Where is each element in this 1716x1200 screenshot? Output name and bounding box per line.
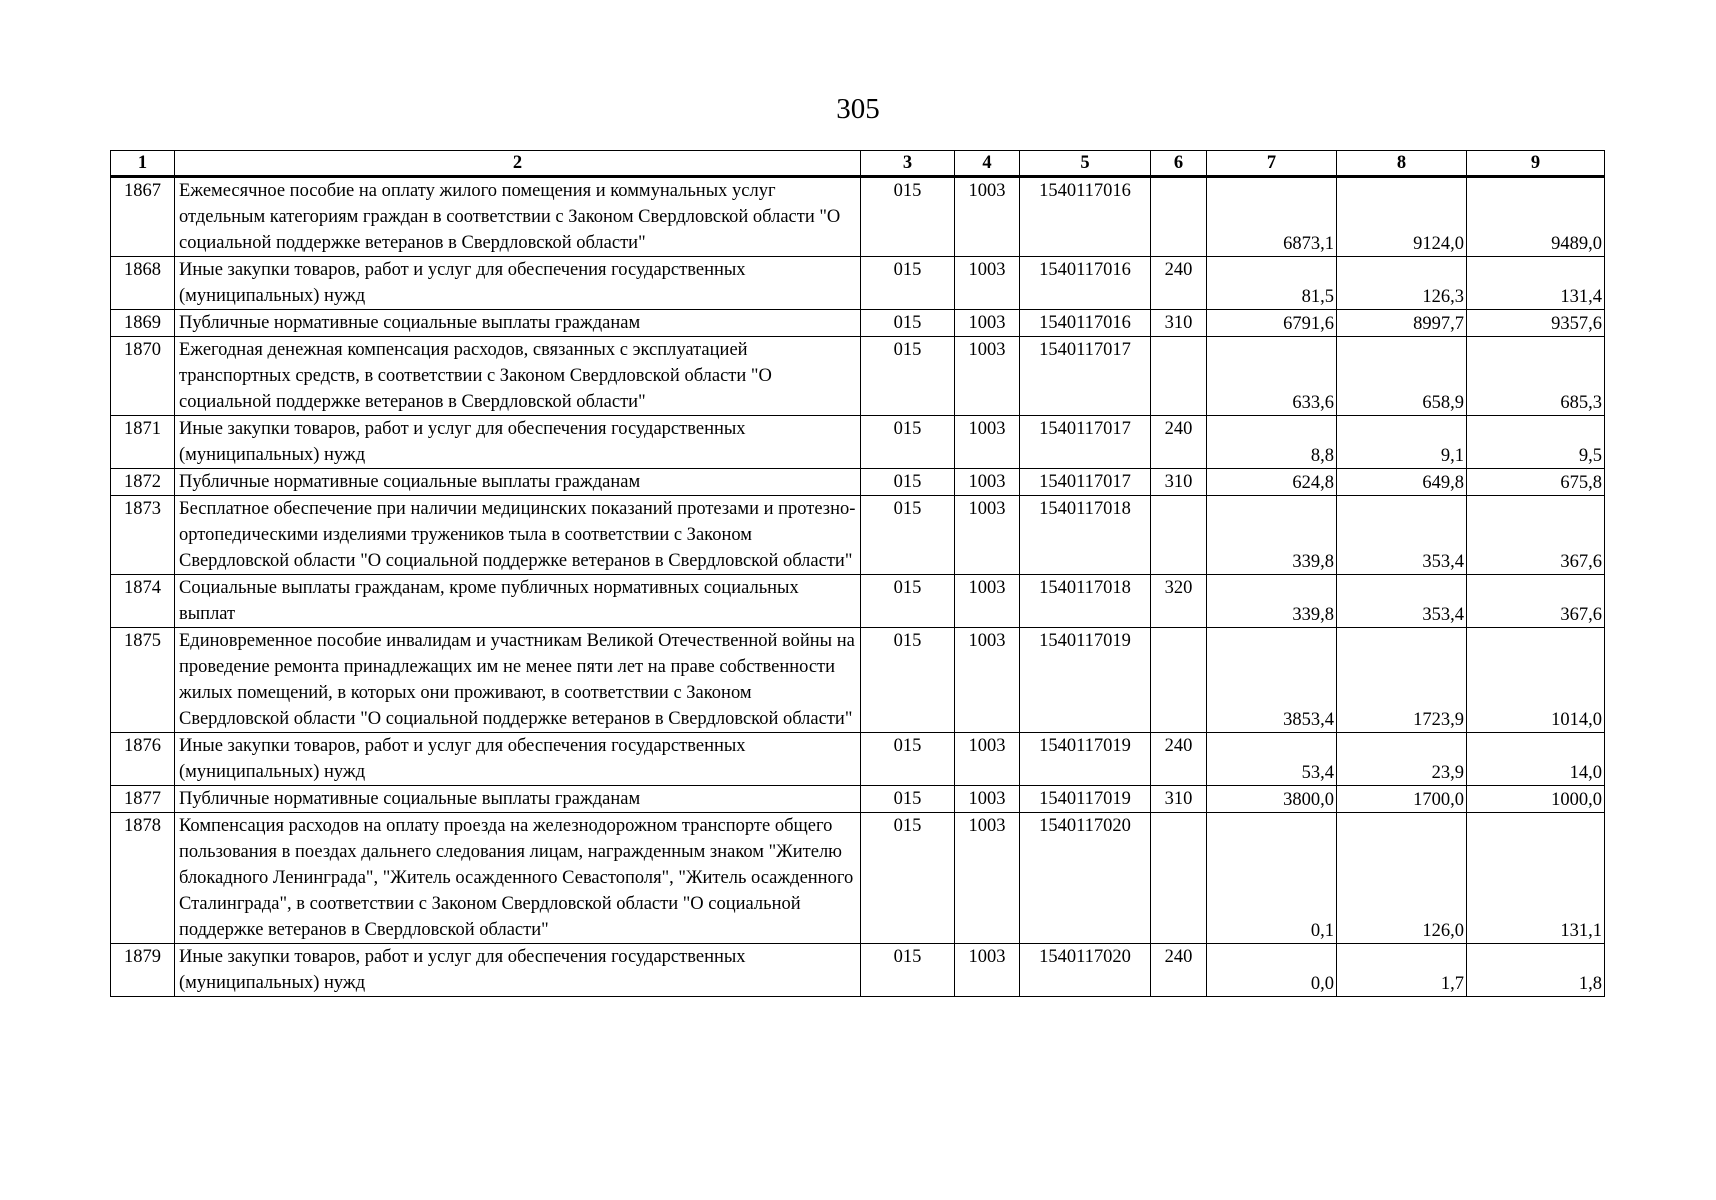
- row-amount-2: 1,7: [1337, 944, 1467, 997]
- table-row: [111, 628, 1605, 733]
- row-ved-code: 015: [861, 310, 955, 337]
- table-row: [111, 786, 1605, 813]
- row-amount-1: 3800,0: [1207, 786, 1337, 813]
- header-cell-6: 6: [1151, 151, 1207, 177]
- row-name: Публичные нормативные социальные выплаты гражданам: [175, 786, 861, 813]
- row-ved-code: 015: [861, 257, 955, 310]
- table-row: [111, 733, 1605, 786]
- row-section-code: 1003: [955, 944, 1020, 997]
- row-name: Единовременное пособие инвалидам и участникам Великой Отечественной войны на проведение ремонта принадлежащих им не менее пяти лет на праве собственности жилых помещений, в которых они проживают, в соответствии с Законом Свердловской области "О социальной поддержке ветеранов в Свердловской области": [175, 628, 861, 733]
- row-amount-3: 14,0: [1467, 733, 1605, 786]
- header-cell-5: 5: [1020, 151, 1151, 177]
- row-amount-3: 1014,0: [1467, 628, 1605, 733]
- row-number: 1874: [111, 575, 175, 628]
- row-amount-1: 6873,1: [1207, 177, 1337, 257]
- row-target-code: 1540117016: [1020, 177, 1151, 257]
- row-amount-2: 1723,9: [1337, 628, 1467, 733]
- row-expense-type: 310: [1151, 469, 1207, 496]
- row-ved-code: 015: [861, 469, 955, 496]
- row-ved-code: 015: [861, 177, 955, 257]
- row-expense-type: 240: [1151, 257, 1207, 310]
- row-section-code: 1003: [955, 416, 1020, 469]
- row-amount-2: 126,3: [1337, 257, 1467, 310]
- row-target-code: 1540117020: [1020, 813, 1151, 944]
- table-row: [111, 813, 1605, 944]
- row-ved-code: 015: [861, 575, 955, 628]
- budget-table: [110, 150, 1605, 997]
- row-number: 1867: [111, 177, 175, 257]
- table-row: [111, 257, 1605, 310]
- row-amount-3: 685,3: [1467, 337, 1605, 416]
- header-cell-7: 7: [1207, 151, 1337, 177]
- table-body: [111, 177, 1605, 997]
- row-target-code: 1540117017: [1020, 337, 1151, 416]
- row-ved-code: 015: [861, 337, 955, 416]
- table-row: [111, 310, 1605, 337]
- row-ved-code: 015: [861, 416, 955, 469]
- table-row: [111, 496, 1605, 575]
- row-target-code: 1540117018: [1020, 575, 1151, 628]
- row-target-code: 1540117018: [1020, 496, 1151, 575]
- row-name: Иные закупки товаров, работ и услуг для обеспечения государственных (муниципальных) нужд: [175, 944, 861, 997]
- row-name: Публичные нормативные социальные выплаты гражданам: [175, 310, 861, 337]
- row-target-code: 1540117017: [1020, 469, 1151, 496]
- row-number: 1879: [111, 944, 175, 997]
- row-amount-3: 1000,0: [1467, 786, 1605, 813]
- row-amount-1: 0,1: [1207, 813, 1337, 944]
- row-target-code: 1540117019: [1020, 733, 1151, 786]
- row-ved-code: 015: [861, 944, 955, 997]
- row-amount-1: 3853,4: [1207, 628, 1337, 733]
- row-target-code: 1540117016: [1020, 310, 1151, 337]
- row-section-code: 1003: [955, 575, 1020, 628]
- row-amount-3: 9,5: [1467, 416, 1605, 469]
- row-amount-3: 1,8: [1467, 944, 1605, 997]
- row-name: Иные закупки товаров, работ и услуг для обеспечения государственных (муниципальных) нужд: [175, 416, 861, 469]
- row-name: Иные закупки товаров, работ и услуг для обеспечения государственных (муниципальных) нужд: [175, 733, 861, 786]
- row-name: Иные закупки товаров, работ и услуг для обеспечения государственных (муниципальных) нужд: [175, 257, 861, 310]
- row-number: 1868: [111, 257, 175, 310]
- row-expense-type: [1151, 813, 1207, 944]
- row-section-code: 1003: [955, 337, 1020, 416]
- row-amount-1: 6791,6: [1207, 310, 1337, 337]
- row-expense-type: 240: [1151, 416, 1207, 469]
- table-row: [111, 469, 1605, 496]
- row-amount-1: 339,8: [1207, 496, 1337, 575]
- row-target-code: 1540117016: [1020, 257, 1151, 310]
- row-section-code: 1003: [955, 813, 1020, 944]
- table-row: [111, 416, 1605, 469]
- row-amount-3: 367,6: [1467, 496, 1605, 575]
- header-cell-1: 1: [111, 151, 175, 177]
- row-name: Ежегодная денежная компенсация расходов, связанных с эксплуатацией транспортных средств, в соответствии с Законом Свердловской области "О социальной поддержке ветеранов в Свердловской области": [175, 337, 861, 416]
- row-expense-type: 240: [1151, 733, 1207, 786]
- row-ved-code: 015: [861, 628, 955, 733]
- row-expense-type: [1151, 177, 1207, 257]
- row-amount-3: 131,4: [1467, 257, 1605, 310]
- row-target-code: 1540117020: [1020, 944, 1151, 997]
- row-name: Социальные выплаты гражданам, кроме публичных нормативных социальных выплат: [175, 575, 861, 628]
- row-section-code: 1003: [955, 628, 1020, 733]
- row-target-code: 1540117019: [1020, 628, 1151, 733]
- row-amount-3: 9357,6: [1467, 310, 1605, 337]
- page-number: 305: [836, 93, 880, 125]
- row-section-code: 1003: [955, 257, 1020, 310]
- row-number: 1871: [111, 416, 175, 469]
- row-amount-1: 8,8: [1207, 416, 1337, 469]
- row-section-code: 1003: [955, 310, 1020, 337]
- row-amount-2: 658,9: [1337, 337, 1467, 416]
- header-cell-2: 2: [175, 151, 861, 177]
- row-number: 1872: [111, 469, 175, 496]
- table-row: [111, 337, 1605, 416]
- row-amount-2: 23,9: [1337, 733, 1467, 786]
- row-amount-1: 633,6: [1207, 337, 1337, 416]
- row-expense-type: 320: [1151, 575, 1207, 628]
- row-amount-1: 81,5: [1207, 257, 1337, 310]
- row-expense-type: [1151, 496, 1207, 575]
- row-ved-code: 015: [861, 786, 955, 813]
- row-number: 1869: [111, 310, 175, 337]
- row-ved-code: 015: [861, 813, 955, 944]
- table-row: [111, 575, 1605, 628]
- row-number: 1878: [111, 813, 175, 944]
- row-amount-1: 624,8: [1207, 469, 1337, 496]
- row-amount-2: 1700,0: [1337, 786, 1467, 813]
- header-cell-4: 4: [955, 151, 1020, 177]
- row-amount-3: 367,6: [1467, 575, 1605, 628]
- row-section-code: 1003: [955, 469, 1020, 496]
- row-section-code: 1003: [955, 177, 1020, 257]
- row-target-code: 1540117019: [1020, 786, 1151, 813]
- table-row: [111, 177, 1605, 257]
- row-number: 1873: [111, 496, 175, 575]
- row-amount-2: 8997,7: [1337, 310, 1467, 337]
- row-expense-type: 310: [1151, 310, 1207, 337]
- row-amount-1: 0,0: [1207, 944, 1337, 997]
- row-amount-3: 9489,0: [1467, 177, 1605, 257]
- row-amount-2: 9,1: [1337, 416, 1467, 469]
- row-expense-type: [1151, 628, 1207, 733]
- row-number: 1877: [111, 786, 175, 813]
- row-ved-code: 015: [861, 496, 955, 575]
- row-expense-type: 310: [1151, 786, 1207, 813]
- row-name: Компенсация расходов на оплату проезда на железнодорожном транспорте общего пользования в поездах дальнего следования лицам, награжденным знаком "Жителю блокадного Ленинграда", "Житель осажденного Севастополя", "Житель осажденного Сталинграда", в соответствии с Законом Свердловской области "О социальной поддержке ветеранов в Свердловской области": [175, 813, 861, 944]
- row-expense-type: [1151, 337, 1207, 416]
- row-number: 1875: [111, 628, 175, 733]
- row-section-code: 1003: [955, 496, 1020, 575]
- row-section-code: 1003: [955, 786, 1020, 813]
- row-amount-1: 53,4: [1207, 733, 1337, 786]
- row-amount-2: 126,0: [1337, 813, 1467, 944]
- row-amount-2: 9124,0: [1337, 177, 1467, 257]
- row-ved-code: 015: [861, 733, 955, 786]
- row-amount-3: 131,1: [1467, 813, 1605, 944]
- header-row: [111, 151, 1605, 177]
- row-target-code: 1540117017: [1020, 416, 1151, 469]
- header-cell-8: 8: [1337, 151, 1467, 177]
- row-name: Публичные нормативные социальные выплаты гражданам: [175, 469, 861, 496]
- row-number: 1870: [111, 337, 175, 416]
- header-cell-9: 9: [1467, 151, 1605, 177]
- row-expense-type: 240: [1151, 944, 1207, 997]
- row-name: Ежемесячное пособие на оплату жилого помещения и коммунальных услуг отдельным категориям граждан в соответствии с Законом Свердловской области "О социальной поддержке ветеранов в Свердловской области": [175, 177, 861, 257]
- table-row: [111, 944, 1605, 997]
- row-number: 1876: [111, 733, 175, 786]
- row-amount-1: 339,8: [1207, 575, 1337, 628]
- row-amount-2: 353,4: [1337, 496, 1467, 575]
- row-amount-2: 649,8: [1337, 469, 1467, 496]
- row-amount-3: 675,8: [1467, 469, 1605, 496]
- header-cell-3: 3: [861, 151, 955, 177]
- row-section-code: 1003: [955, 733, 1020, 786]
- row-name: Бесплатное обеспечение при наличии медицинских показаний протезами и протезно-ортопедическими изделиями тружеников тыла в соответствии с Законом Свердловской области "О социальной поддержке ветеранов в Свердловской области": [175, 496, 861, 575]
- row-amount-2: 353,4: [1337, 575, 1467, 628]
